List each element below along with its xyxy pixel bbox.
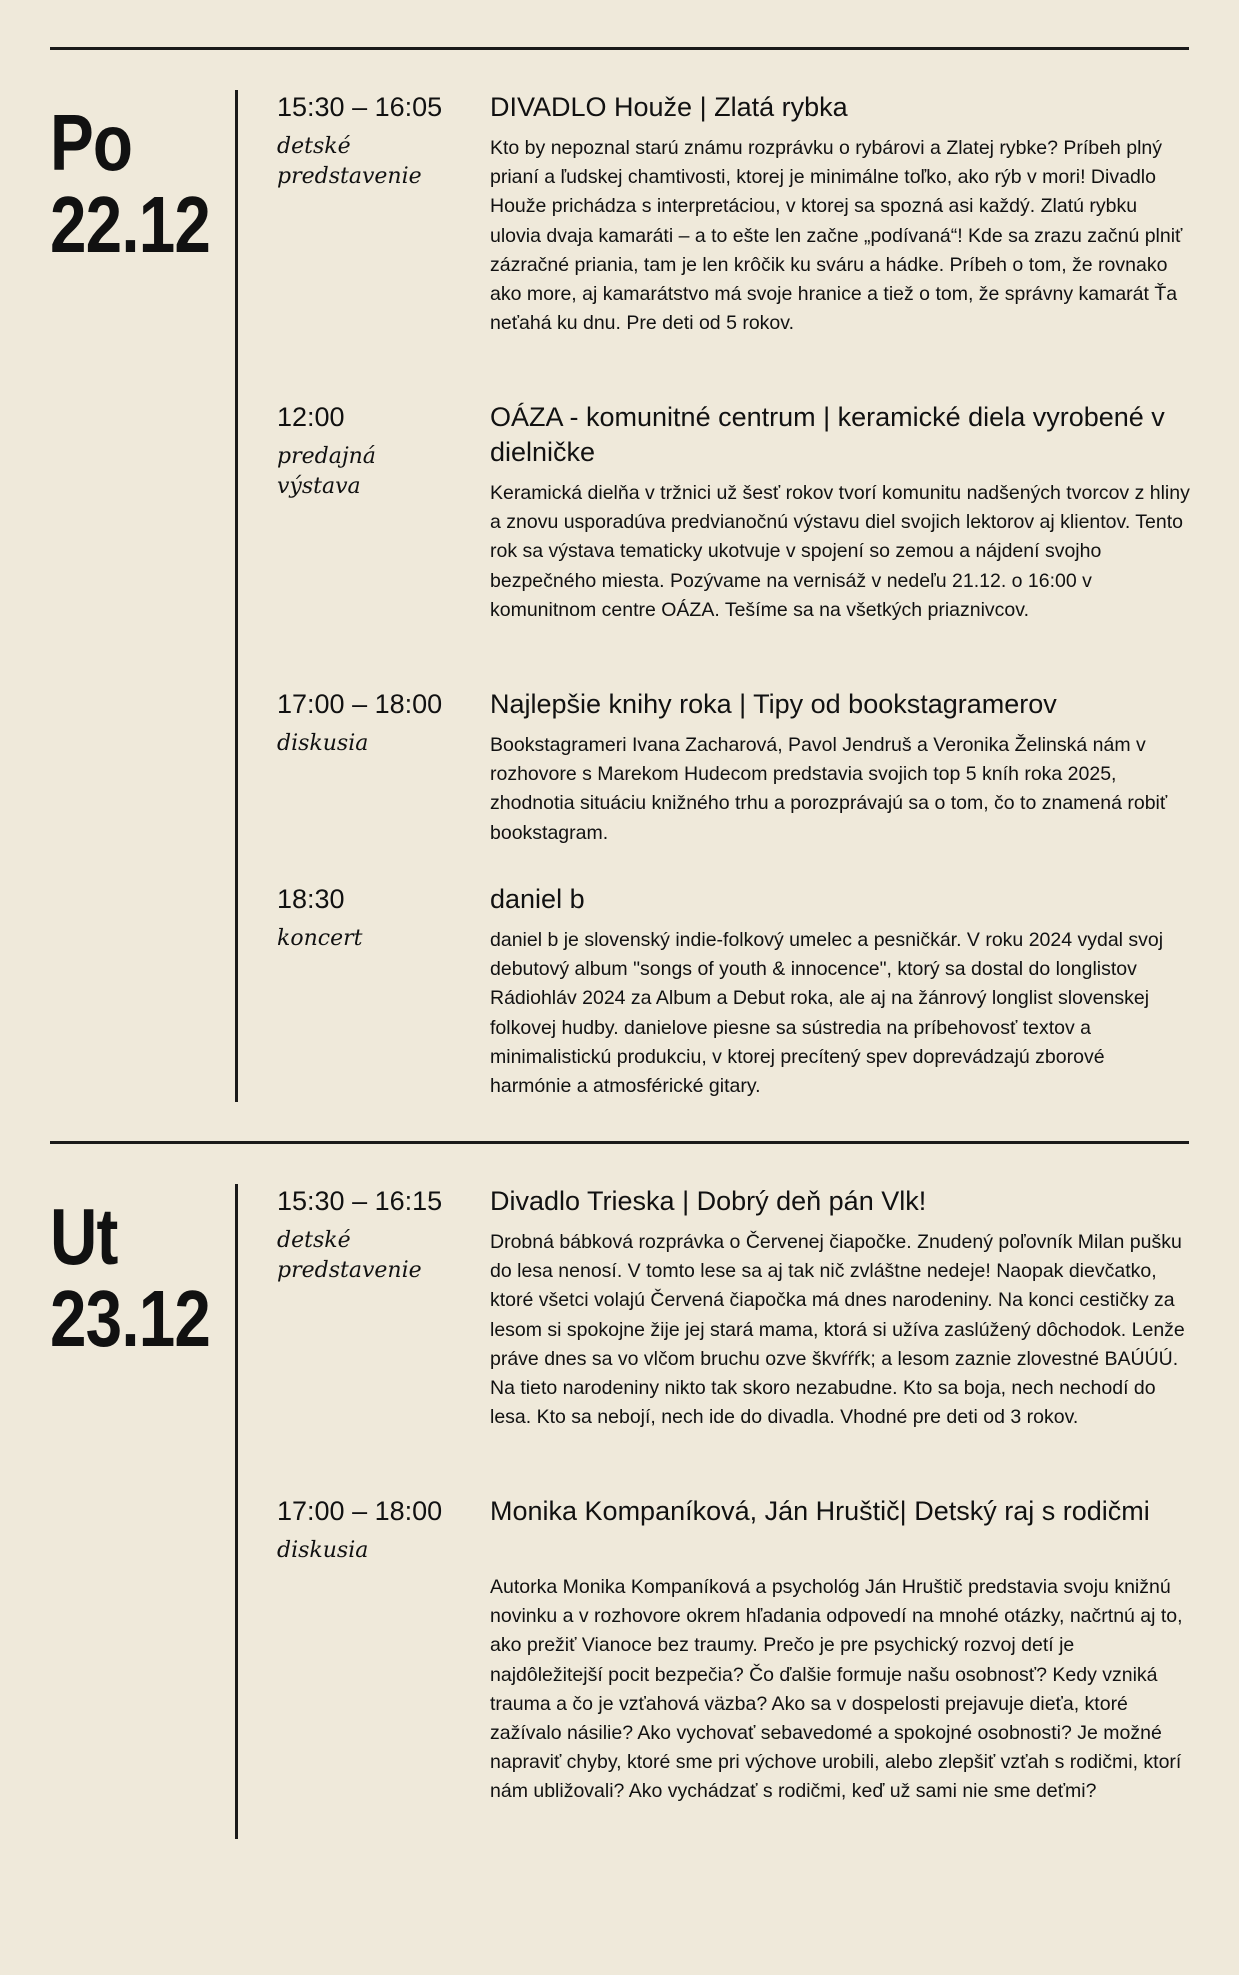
top-divider [50, 47, 1189, 50]
event-description: Keramická dielňa v tržnici už šesť rokov tvorí komunitu nadšených tvorcov z hliny a znovu usporadúva predvianočnú výstavu diel svojich lektorov aj klientov. Tento rok sa výstava tematicky ukotvuje v spojení so zemou a nájdení svojho bezpečného miesta. Pozývame na vernisáž v nedeľu 21.12. o 16:00 v komunitnom centre OÁZA. Tešíme sa na všetkých priaznivcov. [490, 482, 1190, 621]
event-title: Monika Kompaníková, Ján Hruštič| Detský raj s rodičmi [490, 1496, 1150, 1526]
day-date: 23.12 [50, 1274, 211, 1363]
day-divider [50, 1141, 1189, 1144]
day-block-monday [50, 90, 1189, 1100]
day-name: Po [50, 98, 133, 187]
event-type: predajná výstava [277, 444, 376, 499]
event-time: 15:30 – 16:05 [277, 92, 443, 122]
event-title: daniel b [490, 884, 585, 914]
event-type: detské predstavenie [277, 1228, 422, 1283]
event-description: daniel b je slovenský indie-folkový umelec a pesničkár. V roku 2024 vydal svoj debutový album "songs of youth & innocence", ktorý sa dostal do longlistov Rádiohláv 2024 za Album a Debut roka, ale aj na žánrový longlist slovenskej folkovej hudby. danielove piesne sa sústredia na príbehovosť textov a minimalistickú produkciu, v ktorej precítený spev doprevádzajú zborové harmónie a atmosférické gitary. [490, 929, 1164, 1098]
event-type: koncert [277, 926, 363, 951]
day-date: 22.12 [50, 180, 211, 269]
day-block-tuesday [50, 1184, 1189, 1844]
day-name: Ut [50, 1192, 118, 1281]
day-vertical-line [235, 90, 238, 1102]
event-type: detské predstavenie [277, 134, 422, 189]
day-label [50, 1192, 240, 1363]
day-label [50, 98, 240, 269]
event-title: Divadlo Trieska | Dobrý deň pán Vlk! [490, 1186, 927, 1216]
event-description: Kto by nepoznal starú známu rozprávku o rybárovi a Zlatej rybke? Príbeh plný prianí a ľudskej chamtivosti, ktorej je minimálne toľko, ako rýb v mori! Divadlo Houže prichádza s interpretáciou, v ktorej sa spozná asi každý. Zlatú rybku ulovia dvaja kamaráti – a to ešte len začne „podívaná“! Kde sa zrazu začnú plniť zázračné priania, tam je len krôčik ku sváru a hádke. Príbeh o tom, že rovnako ako more, aj kamarátstvo má svoje hranice a tiež o tom, že správny kamarát Ťa neťahá ku dnu. Pre deti od 5 rokov. [490, 137, 1183, 335]
event-time: 17:00 – 18:00 [277, 1496, 443, 1526]
event-description: Drobná bábková rozprávka o Červenej čiapočke. Znudený poľovník Milan pušku do lesa nenosí. V tomto lese sa aj tak nič zvláštne nedeje! Naopak dievčatko, ktoré všetci volajú Červená čiapočka má dnes narodeniny. Na konci cestičky za lesom si spokojne žije jej stará mama, ktorá si užíva zaslúžený dôchodok. Lenže práve dnes sa vo vlčom bruchu ozve škvŕŕŕk; a lesom zaznie zlovestné BAÚÚÚ. Na tieto narodeniny nikto tak skoro nezabudne. Kto sa boja, nech nechodí do lesa. Kto sa nebojí, nech ide do divadla. Vhodné pre deti od 3 rokov. [490, 1231, 1185, 1429]
event-title: Najlepšie knihy roka | Tipy od bookstagramerov [490, 689, 1057, 719]
event-time: 12:00 [277, 402, 345, 432]
day-vertical-line [235, 1184, 238, 1839]
event-time: 15:30 – 16:15 [277, 1186, 443, 1216]
event-title: DIVADLO Houže | Zlatá rybka [490, 92, 848, 122]
event-type: diskusia [277, 1538, 369, 1563]
event-time: 18:30 [277, 884, 345, 914]
event-description: Bookstagrameri Ivana Zacharová, Pavol Jendruš a Veronika Želinská nám v rozhovore s Marekom Hudecom predstavia svojich top 5 kníh roka 2025, zhodnotia situáciu knižného trhu a porozprávajú sa o tom, čo to znamená robiť bookstagram. [490, 734, 1168, 844]
event-time: 17:00 – 18:00 [277, 689, 443, 719]
event-description: Autorka Monika Kompaníková a psychológ Ján Hruštič predstavia svoju knižnú novinku a v rozhovore okrem hľadania odpovedí na mnohé otázky, načrtnú aj to, ako prežiť Vianoce bez traumy. Prečo je pre psychický rozvoj detí je najdôležitejší pocit bezpečia? Čo ďalšie formuje našu osobnosť? Kedy vzniká trauma a čo je vzťahová väzba? Ako sa v dospelosti prejavuje dieťa, ktoré zažívalo násilie? Ako vychovať sebavedomé a spokojné osobnosti? Je možné napraviť chyby, ktoré sme pri výchove urobili, alebo zlepšiť vzťah s rodičmi, ktorí nám ubližovali? Ako vychádzať s rodičmi, keď už sami nie sme deťmi? [490, 1576, 1183, 1803]
event-type: diskusia [277, 731, 369, 756]
event-title: OÁZA - komunitné centrum | keramické diela vyrobené v dielničke [490, 402, 1165, 467]
